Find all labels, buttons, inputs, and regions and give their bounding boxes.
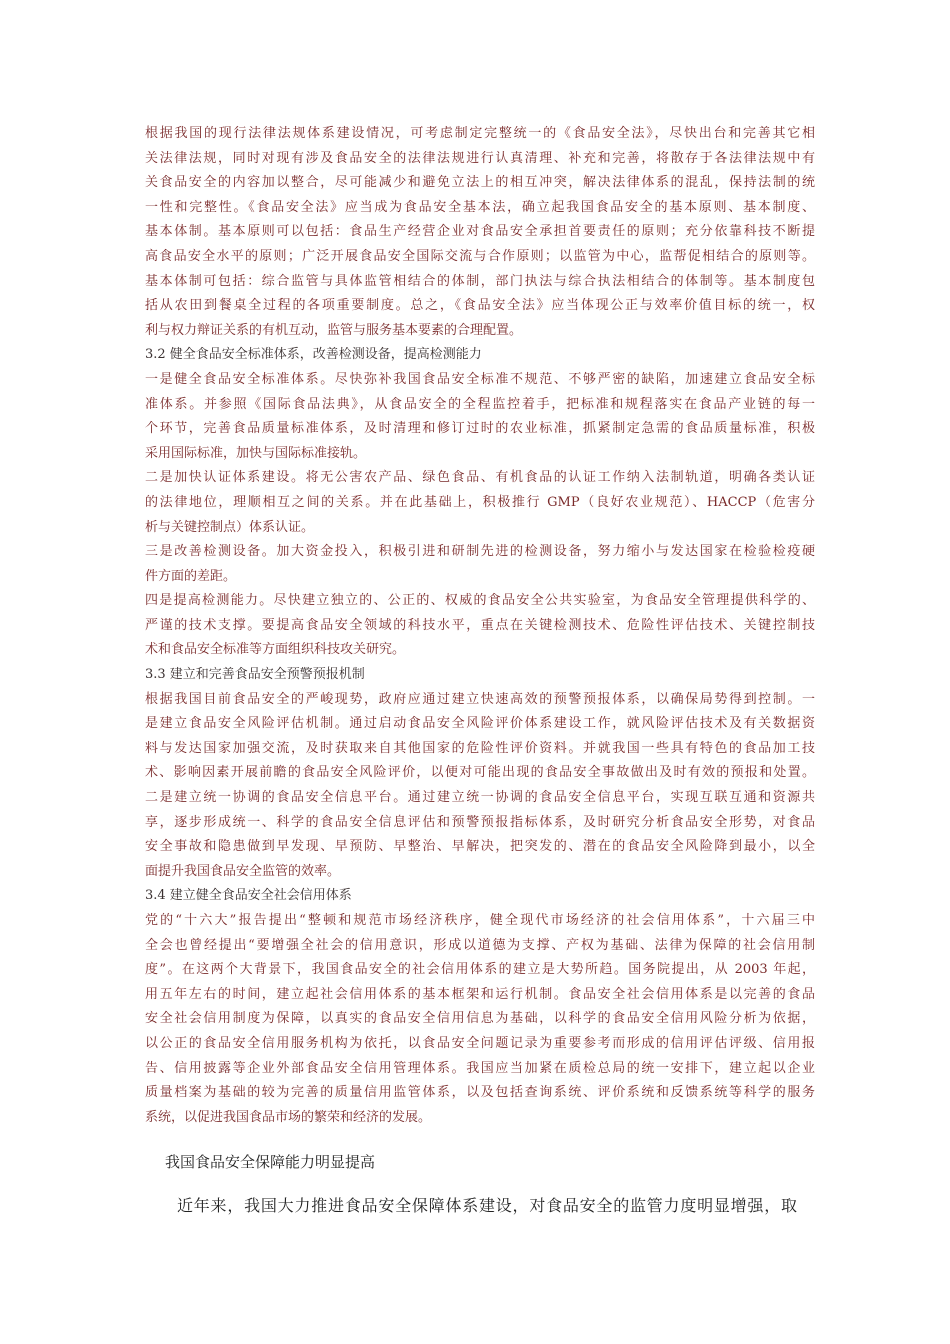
- text-line: 的法律地位，理顺相互之间的关系。并在此基础上，积极推行 GMP（良好农业规范）、HACCP（危害分: [145, 494, 815, 510]
- text-line: 一性和完整性。《食品安全法》应当成为食品安全基本法，确立起我国食品安全的基本原则、基本制度、: [145, 199, 815, 215]
- text-line: 根据我国的现行法律法规体系建设情况，可考虑制定完整统一的《食品安全法》，尽快出台和完善其它相: [145, 126, 815, 141]
- section-heading: 3.2 健全食品安全标准体系，改善检测设备，提高检测能力: [145, 347, 482, 363]
- section-heading: 3.4 建立健全食品安全社会信用体系: [145, 888, 352, 904]
- text-line: 括从农田到餐桌全过程的各项重要制度。总之，《食品安全法》应当体现公正与效率价值目标的统一，权: [145, 298, 815, 314]
- article-paragraph: 近年来，我国大力推进食品安全保障体系建设，对食品安全的监管力度明显增强，取: [177, 1196, 797, 1215]
- text-line: 术和食品安全标准等方面组织科技攻关研究。: [145, 642, 406, 658]
- text-line: 质量档案为基础的较为完善的质量信用监管体系，以及包括查询系统、评价系统和反馈系统等科学的服务: [145, 1085, 815, 1101]
- text-line: 料与发达国家加强交流，及时获取来自其他国家的危险性评价资料。并就我国一些具有特色的食品加工技: [145, 740, 815, 756]
- text-line: 全会也曾经提出“要增强全社会的信用意识，形成以道德为支撑、产权为基础、法律为保障的社会信用制: [145, 937, 815, 953]
- text-line: 二是加快认证体系建设。将无公害农产品、绿色食品、有机食品的认证工作纳入法制轨道，明确各类认证: [145, 470, 815, 486]
- text-line: 件方面的差距。: [145, 568, 237, 584]
- text-line: 告、信用披露等企业外部食品安全信用管理体系。我国应当加紧在质检总局的统一安排下，建立起以企业: [145, 1060, 815, 1076]
- text-line: 三是改善检测设备。加大资金投入，积极引进和研制先进的检测设备，努力缩小与发达国家在检验检疫硬: [145, 544, 815, 560]
- text-line: 高食品安全水平的原则；广泛开展食品安全国际交流与合作原则；以监管为中心，监帮促相结合的原则等。: [145, 248, 815, 264]
- text-line: 安全事故和隐患做到早发现、早预防、早整治、早解决，把突发的、潜在的食品安全风险降到最小，以全: [145, 839, 815, 855]
- text-line: 准体系。并参照《国际食品法典》，从食品安全的全程监控着手，把标准和规程落实在食品产业链的每一: [145, 396, 815, 412]
- text-line: 度”。在这两个大背景下，我国食品安全的社会信用体系的建立是大势所趋。国务院提出，从 2003 年起，: [145, 962, 815, 978]
- text-line: 术、影响因素开展前瞻的食品安全风险评价，以便对可能出现的食品安全事故做出及时有效的预报和处置。: [145, 765, 815, 781]
- text-line: 面提升我国食品安全监管的效率。: [145, 863, 341, 879]
- text-line: 安全社会信用制度为保障，以真实的食品安全信用信息为基础，以科学的食品安全信用风险分析为依据，: [145, 1011, 815, 1027]
- text-line: 严谨的技术支撑。要提高食品安全领域的科技水平，重点在关键检测技术、危险性评估技术、关键控制技: [145, 617, 815, 633]
- text-line: 享，逐步形成统一、科学的食品安全信息评估和预警预报指标体系，及时研究分析食品安全形势，对食品: [145, 814, 815, 830]
- text-line: 党的“十六大”报告提出“整顿和规范市场经济秩序，健全现代市场经济的社会信用体系”，十六届三中: [145, 913, 815, 928]
- body-text: [145, 122, 815, 1130]
- text-line: 是建立食品安全风险评估机制。通过启动食品安全风险评价体系建设工作，就风险评估技术及有关数据资: [145, 716, 815, 732]
- text-line: 关法律法规，同时对现有涉及食品安全的法律法规进行认真清理、补充和完善，将散存于各法律法规中有: [145, 150, 815, 166]
- text-line: 根据我国目前食品安全的严峻现势，政府应通过建立快速高效的预警预报体系，以确保局势得到控制。一: [145, 691, 815, 707]
- text-line: 基本体制可包括：综合监管与具体监管相结合的体制，部门执法与综合执法相结合的体制等。基本制度包: [145, 273, 815, 289]
- text-line: 采用国际标准，加快与国际标准接轨。: [145, 445, 367, 461]
- text-line: 个环节，完善食品质量标准体系，及时清理和修订过时的农业标准，抓紧制定急需的食品质量标准，积极: [145, 421, 815, 437]
- text-line: 析与关键控制点）体系认证。: [145, 519, 315, 535]
- text-line: 系统，以促进我国食品市场的繁荣和经济的发展。: [145, 1109, 432, 1125]
- text-line: 用五年左右的时间，建立起社会信用体系的基本框架和运行机制。食品安全社会信用体系是以完善的食品: [145, 986, 815, 1002]
- text-line: 一是健全食品安全标准体系。尽快弥补我国食品安全标准不规范、不够严密的缺陷，加速建立食品安全标: [145, 371, 815, 387]
- text-line: 二是建立统一协调的食品安全信息平台。通过建立统一协调的食品安全信息平台，实现互联互通和资源共: [145, 790, 815, 806]
- text-line: 关食品安全的内容加以整合，尽可能减少和避免立法上的相互冲突，解决法律体系的混乱，保持法制的统: [145, 175, 815, 191]
- article-title: 我国食品安全保障能力明显提高: [165, 1153, 376, 1171]
- text-line: 以公正的食品安全信用服务机构为依托，以食品安全问题记录为重要参考而形成的信用评估评级、信用报: [145, 1035, 815, 1051]
- text-line: 四是提高检测能力。尽快建立独立的、公正的、权威的食品安全公共实验室，为食品安全管理提供科学的、: [145, 593, 815, 609]
- section-heading: 3.3 建立和完善食品安全预警预报机制: [145, 667, 365, 683]
- text-line: 基本体制。基本原则可以包括：食品生产经营企业对食品安全承担首要责任的原则；充分依靠科技不断提: [145, 224, 815, 240]
- text-line: 利与权力辩证关系的有机互动，监管与服务基本要素的合理配置。: [145, 322, 523, 338]
